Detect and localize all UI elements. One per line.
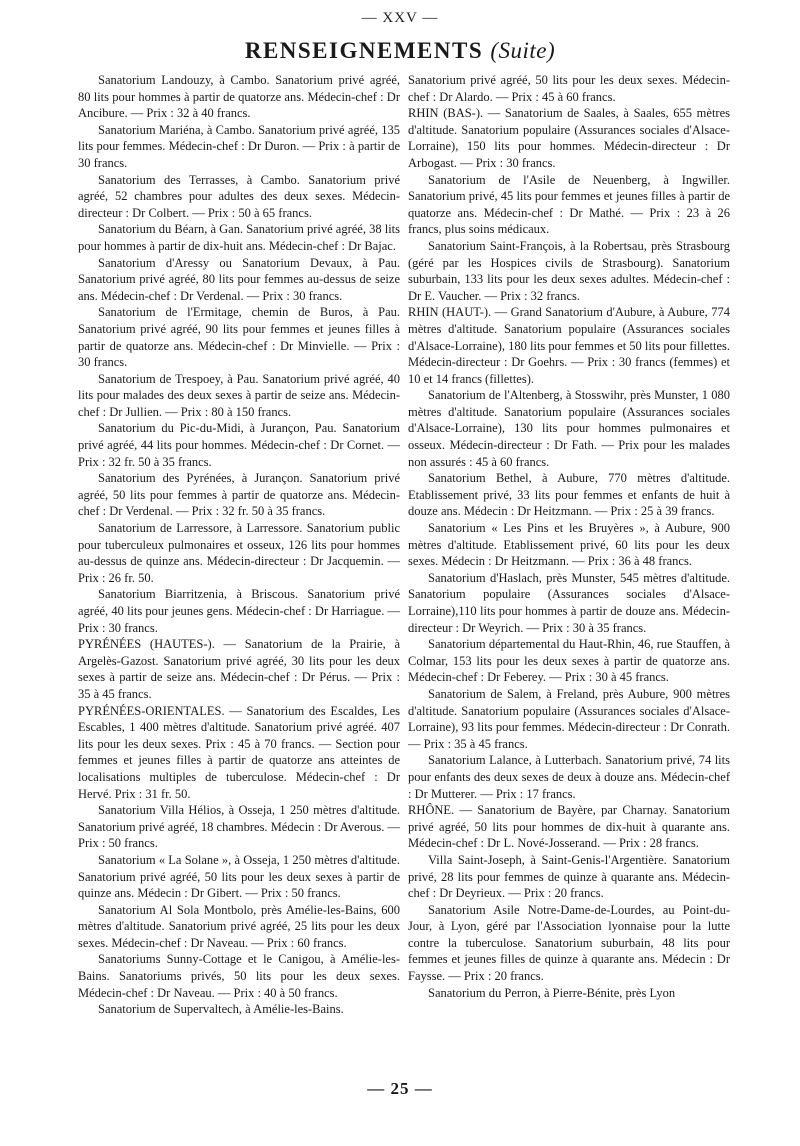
entry-paragraph: Sanatorium Biarritzenia, à Briscous. Sanatorium privé agréé, 40 lits pour jeunes gens. Médecin-chef : Dr Harriague. — Prix : 30 francs. xyxy=(78,587,400,635)
entry-paragraph: Sanatorium « La Solane », à Osseja, 1 250 mètres d'altitude. Sanatorium privé agréé, 50 lits pour les deux sexes à partir de quinze ans. Médecin : Dr Gibert. — Prix : 50 francs. xyxy=(78,852,400,901)
entry-paragraph: Sanatorium des Pyrénées, à Jurançon. Sanatorium privé agréé, 50 lits pour femmes à partir de quatorze ans. Médecin-chef : Dr Verdenal. — Prix : 32 fr. 50 à 35 francs. xyxy=(78,471,400,519)
entry-paragraph: Sanatorium Bethel, à Aubure, 770 mètres d'altitude. Etablissement privé, 33 lits pour femmes et enfants de huit à douze ans. Médecin : Dr Heitzmann. — Prix : 25 à 39 francs. xyxy=(408,471,730,519)
entry-paragraph: Sanatorium de l'Asile de Neuenberg, à Ingwiller. Sanatorium privé, 45 lits pour femmes et jeunes filles à partir de quatorze ans. Médecin-chef : Dr Mathé. — Prix : 23 à 26 francs, plus soins médicaux. xyxy=(408,172,730,237)
entry-paragraph: Sanatorium de Supervaltech, à Amélie-les-Bains. xyxy=(98,1002,344,1017)
continued-paragraph: Sanatorium privé agréé, 50 lits pour les deux sexes. Médecin-chef : Dr Alardo. — Prix : 45 à 60 francs. xyxy=(408,73,730,104)
entry-paragraph: Sanatorium de Salem, à Freland, près Aubure, 900 mètres d'altitude. Sanatorium populaire (Assurances sociales d'Alsace-Lorraine), 93 lits pour femmes. Médecin-directeur : Dr Conrath. — Prix : 35 à 45 francs. xyxy=(408,686,730,751)
title-suite: (Suite) xyxy=(490,38,556,63)
page-roman-numeral: — XXV — xyxy=(361,10,439,26)
entry-paragraph: Sanatoriums Sunny-Cottage et le Canigou, à Amélie-les-Bains. Sanatoriums privés, 50 lits pour les deux sexes. Médecin-chef : Dr Naveau. — Prix : 40 à 50 francs. xyxy=(78,952,400,1000)
entry-paragraph: Sanatorium du Perron, à Pierre-Bénite, près Lyon xyxy=(428,985,676,1000)
entry-paragraph: Sanatorium Al Sola Montbolo, près Amélie-les-Bains, 600 mètres d'altitude. Sanatorium privé agréé, 25 lits pour les deux sexes. Médecin-chef : Dr Naveau. — Prix : 60 francs. xyxy=(78,902,400,950)
entry-paragraph: Sanatorium du Pic-du-Midi, à Jurançon, Pau. Sanatorium privé agréé, 44 lits pour hommes. Médecin-chef : Dr Cornet. — Prix : 32 fr. 50 à 35 francs. xyxy=(78,421,400,469)
entry-paragraph: Sanatorium d'Aressy ou Sanatorium Devaux, à Pau. Sanatorium privé agréé, 80 lits pour femmes au-dessus de seize ans. Médecin-chef : Dr Verdenal. — Prix : 30 francs. xyxy=(78,255,400,303)
entry-paragraph: Sanatorium de l'Altenberg, à Stosswihr, près Munster, 1 080 mètres d'altitude. Sanatorium populaire (Assurances sociales d'Alsace-Lorraine), 130 lits pour hommes pulmonaires et osseux. Médecin-directeur : Dr Fath. — Prix pour les malades non assurés : 45 à 60 francs. xyxy=(408,388,730,469)
entry-paragraph: Sanatorium Villa Hélios, à Osseja, 1 250 mètres d'altitude. Sanatorium privé agréé, 18 chambres. Médecin : Dr Averous. — Prix : 50 francs. xyxy=(78,803,400,851)
entry-paragraph: Sanatorium Landouzy, à Cambo. Sanatorium privé agréé, 80 lits pour hommes à partir de quatorze ans. Médecin-chef : Dr Ancibure. — Prix : 32 à 40 francs. xyxy=(78,73,400,121)
entry-paragraph: Sanatorium Mariéna, à Cambo. Sanatorium privé agréé, 135 lits pour femmes. Médecin-chef : Dr Duron. — Prix : à partir de 30 francs. xyxy=(78,122,400,170)
title-main: RENSEIGNEMENTS xyxy=(244,38,484,63)
entry-paragraph: Sanatorium d'Haslach, près Munster, 545 mètres d'altitude. Sanatorium populaire (Assurances sociales d'Alsace-Lorraine),110 lits pour hommes à partir de douze ans. Médecin-directeur : Dr Weyrich. — Prix : 30 à 35 francs. xyxy=(408,570,730,635)
right-column xyxy=(408,72,730,1001)
entry-paragraph: Sanatorium « Les Pins et les Bruyères », à Aubure, 900 mètres d'altitude. Etablissement privé, 60 lits pour les deux sexes. Médecin : Dr Heitzmann. — Prix : 36 à 48 francs. xyxy=(408,521,730,569)
entry-paragraph: Sanatorium Asile Notre-Dame-de-Lourdes, au Point-du-Jour, à Lyon, géré par l'Association lyonnaise pour la lutte contre la tuberculose. Sanatorium suburbain, 48 lits pour femmes et jeunes filles de quinze à quarante ans. Médecin : Dr Faysse. — Prix : 20 francs. xyxy=(408,902,730,984)
page-number: — 25 — xyxy=(367,1079,433,1098)
entry-paragraph: Sanatorium Lalance, à Lutterbach. Sanatorium privé, 74 lits pour enfants des deux sexes de deux à douze ans. Médecin-chef : Dr Mutterer. — Prix : 17 francs. xyxy=(408,753,730,801)
region-entry-paragraph: PYRÉNÉES (HAUTES-). — Sanatorium de la Prairie, à Argelès-Gazost. Sanatorium privé agréé, 30 lits pour les deux sexes à partir de seize ans. Médecin-chef : Dr Pérus. — Prix : 35 à 45 francs. xyxy=(78,637,400,701)
region-entry-paragraph: RHÔNE. — Sanatorium de Bayère, par Charnay. Sanatorium privé agréé, 50 lits pour hommes de dix-huit à quarante ans. Médecin-chef : Dr L. Nové-Josserand. — Prix : 28 francs. xyxy=(408,803,730,851)
region-entry-paragraph: RHIN (BAS-). — Sanatorium de Saales, à Saales, 655 mètres d'altitude. Sanatorium populaire (Assurances sociales d'Alsace-Lorraine), 150 lits pour hommes. Médecin-directeur : Dr Arbogast. — Prix : 30 francs. xyxy=(408,106,730,170)
page-title xyxy=(0,38,800,64)
region-entry-paragraph: RHIN (HAUT-). — Grand Sanatorium d'Aubure, à Aubure, 774 mètres d'altitude. Sanatorium populaire (Assurances sociales d'Alsace-Lorraine), 180 lits pour femmes et 50 lits pour fillettes. Médecin-directeur : Dr Goehrs. — Prix : 30 francs (femmes) et 10 et 14 francs (fillettes). xyxy=(408,305,730,386)
entry-paragraph: Sanatorium départemental du Haut-Rhin, 46, rue Stauffen, à Colmar, 153 lits pour les deux sexes à partir de quatorze ans. Médecin-chef : Dr Feberey. — Prix : 30 à 45 francs. xyxy=(408,637,730,685)
entry-paragraph: Sanatorium de Trespoey, à Pau. Sanatorium privé agréé, 40 lits pour malades des deux sexes à partir de seize ans. Médecin-chef : Dr Jullien. — Prix : 80 à 150 francs. xyxy=(78,371,400,419)
entry-paragraph: Villa Saint-Joseph, à Saint-Genis-l'Argentière. Sanatorium privé, 28 lits pour femmes de quinze à quarante ans. Médecin-chef : Dr Deyrieux. — Prix : 20 francs. xyxy=(408,852,730,901)
entry-paragraph: Sanatorium de l'Ermitage, chemin de Buros, à Pau. Sanatorium privé agréé, 90 lits pour femmes et jeunes filles à partir de quatorze ans. Médecin-chef : Dr Minvielle. — Prix : 30 francs. xyxy=(78,305,400,370)
entry-paragraph: Sanatorium du Béarn, à Gan. Sanatorium privé agréé, 38 lits pour hommes à partir de dix-huit ans. Médecin-chef : Dr Bajac. xyxy=(78,222,401,253)
left-column xyxy=(78,72,400,1018)
entry-paragraph: Sanatorium Saint-François, à la Robertsau, près Strasbourg (géré par les Hospices civils de Strasbourg). Sanatorium suburbain, 133 lits pour les deux sexes adultes. Médecin-chef : Dr E. Vaucher. — Prix : 32 francs. xyxy=(408,238,730,303)
entry-paragraph: Sanatorium de Larressore, à Larressore. Sanatorium public pour tuberculeux pulmonaires et osseux, 126 lits pour hommes au-dessus de quinze ans. Médecin-directeur : Dr Jacquemin. — Prix : 26 fr. 50. xyxy=(78,521,400,585)
entry-paragraph: Sanatorium des Terrasses, à Cambo. Sanatorium privé agréé, 52 chambres pour adultes des deux sexes. Médecin-directeur : Dr Colbert. — Prix : 50 à 65 francs. xyxy=(78,172,400,220)
region-entry-paragraph: PYRÉNÉES-ORIENTALES. — Sanatorium des Escaldes, Les Escables, 1 400 mètres d'altitude. Sanatorium privé agréé. 407 lits pour les deux sexes. Prix : 45 à 70 francs. — Section pour femmes et jeunes filles à partir de quatorze ans atteintes de localisations multiples de tuberculose. Médecin-chef : Dr Hervé. Prix : 31 fr. 50. xyxy=(78,703,400,801)
